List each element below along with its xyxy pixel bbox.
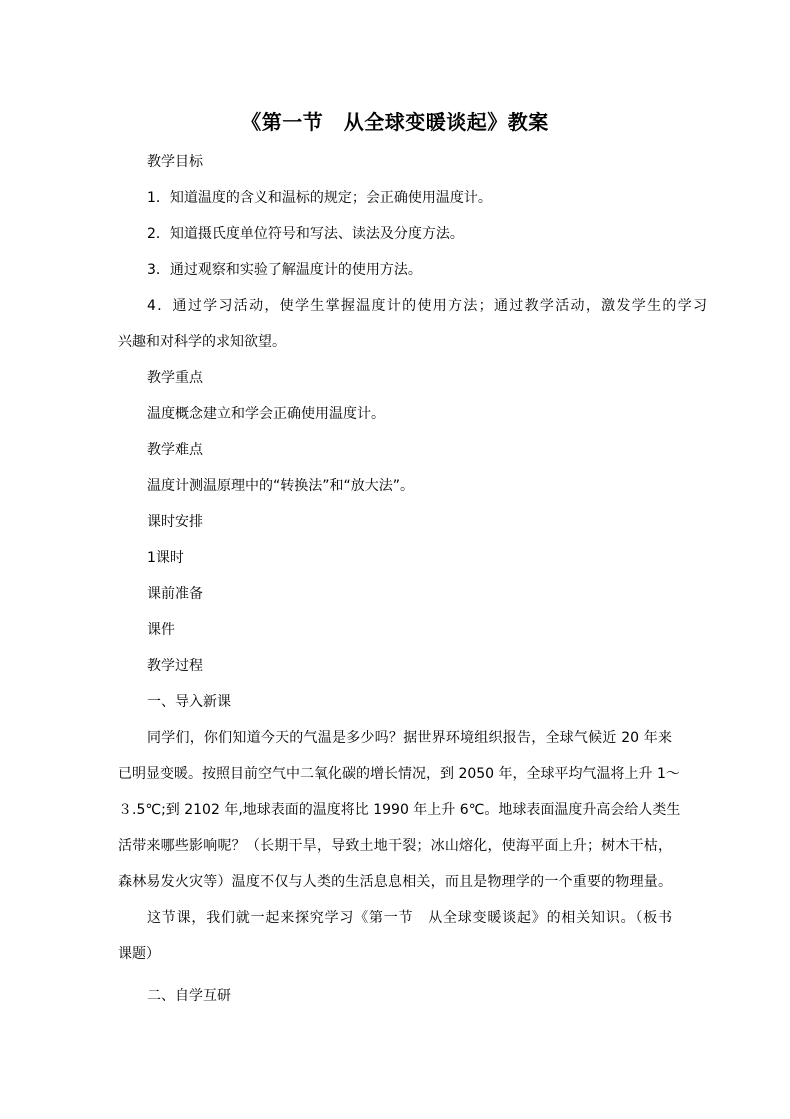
section-heading-preparation: 课前准备 (147, 586, 203, 602)
intro-paragraph-line-4: 活带来哪些影响呢？（长期干旱，导致土地干裂；冰山熔化，使海平面上升；树木干枯， (118, 838, 672, 854)
document-title: 《第一节 从全球变暖谈起》教案 (241, 110, 549, 134)
intro-paragraph-line-3: ３.5℃;到 2102 年,地球表面的温度将比 1990 年上升 6℃。地球表面温度升高会给人类生 (118, 802, 681, 818)
objective-4-line-2: 兴趣和对科学的求知欲望。 (118, 334, 286, 350)
section-heading-difficulties: 教学难点 (147, 442, 203, 458)
objective-2: 2．知道摄氏度单位符号和写法、读法及分度方法。 (147, 226, 464, 242)
difficulties-text: 温度计测温原理中的“转换法”和“放大法”。 (147, 478, 415, 494)
objective-1: 1．知道温度的含义和温标的规定；会正确使用温度计。 (147, 190, 492, 206)
intro-paragraph-line-1: 同学们，你们知道今天的气温是多少吗？据世界环境组织报告，全球气候近 20 年来 (147, 730, 672, 746)
subheading-self-study: 二、自学互研 (147, 988, 231, 1004)
objective-4-line-1: 4．通过学习活动，使学生掌握温度计的使用方法；通过教学活动，激发学生的学习 (147, 298, 707, 314)
lesson-paragraph-line-2: 课题） (118, 946, 160, 962)
section-heading-objectives: 教学目标 (147, 154, 203, 170)
intro-paragraph-line-2: 已明显变暖。按照目前空气中二氧化碳的增长情况，到 2050 年，全球平均气温将上升 1～ (118, 766, 680, 782)
section-heading-key-points: 教学重点 (147, 370, 203, 386)
objective-3: 3．通过观察和实验了解温度计的使用方法。 (147, 262, 422, 278)
preparation-text: 课件 (147, 622, 175, 638)
schedule-text: 1课时 (147, 550, 184, 566)
intro-paragraph-line-5: 森林易发火灾等）温度不仅与人类的生活息息相关，而且是物理学的一个重要的物理量。 (118, 874, 672, 890)
lesson-paragraph-line-1: 这节课，我们就一起来探究学习《第一节 从全球变暖谈起》的相关知识。（板书 (147, 910, 672, 926)
key-points-text: 温度概念建立和学会正确使用温度计。 (147, 406, 385, 422)
subheading-introduction: 一、导入新课 (147, 694, 231, 710)
section-heading-schedule: 课时安排 (147, 514, 203, 530)
section-heading-process: 教学过程 (147, 658, 203, 674)
